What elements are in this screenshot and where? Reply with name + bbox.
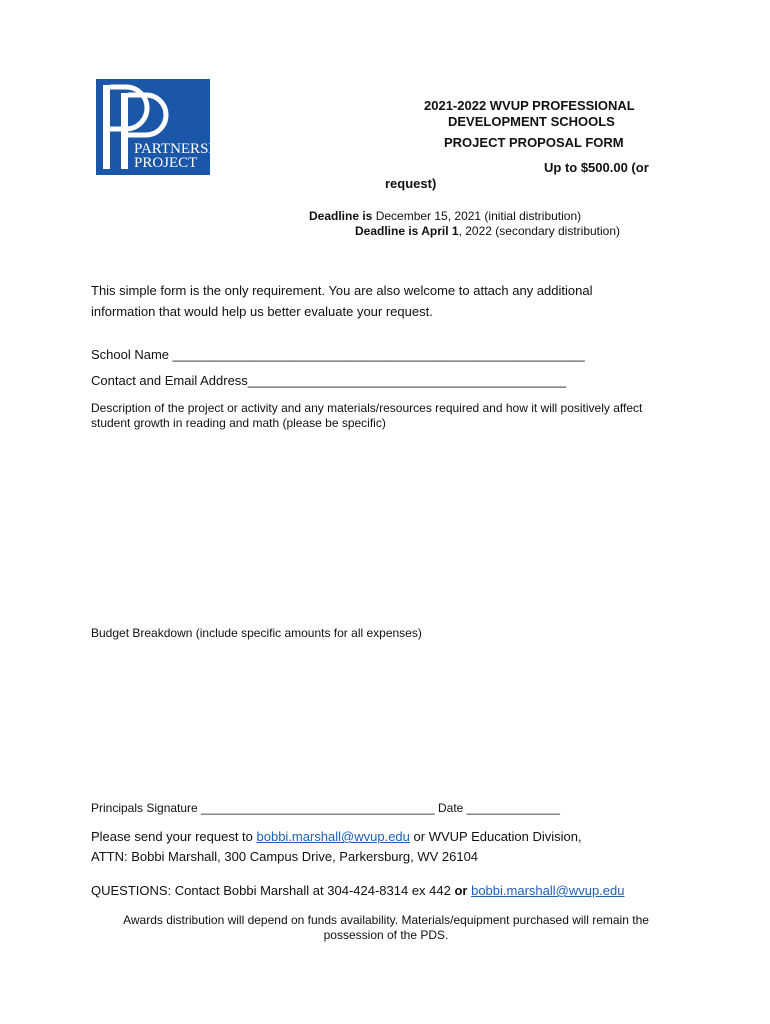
- send-line1: [91, 826, 582, 847]
- intro-line1: This simple form is the only requirement. You are also welcome to attach any additional: [91, 283, 593, 298]
- email-link[interactable]: bobbi.marshall@wvup.edu: [256, 829, 410, 844]
- signature-date-line[interactable]: Principals Signature ___________________________________ Date ______________: [91, 801, 561, 815]
- deadline-initial-label: Deadline is: [309, 209, 373, 223]
- logo-text-line2: PROJECT: [134, 155, 198, 171]
- contact-email-field[interactable]: Contact and Email Address____________________________________________: [91, 373, 566, 388]
- amount-line2: request): [385, 176, 437, 191]
- partnerships-project-logo: [96, 79, 241, 175]
- intro-line2: information that would help us better evaluate your request.: [91, 304, 433, 319]
- deadline-secondary: [355, 224, 620, 239]
- deadline-secondary-label: Deadline is April 1: [355, 224, 459, 238]
- form-title-line2: DEVELOPMENT SCHOOLS: [448, 114, 615, 129]
- questions-or: or: [454, 883, 468, 898]
- logo-text-line1: PARTNERSHIPS: [134, 141, 241, 157]
- amount-line1: Up to $500.00 (or: [544, 160, 649, 175]
- footer-line1: Awards distribution will depend on funds availability. Materials/equipment purchased will remain the: [123, 913, 649, 927]
- budget-label: Budget Breakdown (include specific amounts for all expenses): [91, 626, 422, 640]
- description-answer-area[interactable]: [91, 436, 681, 616]
- form-title-line1: 2021-2022 WVUP PROFESSIONAL: [424, 98, 635, 113]
- deadline-initial-value: December 15, 2021 (initial distribution): [372, 209, 582, 223]
- send-prefix: Please send your request to: [91, 829, 257, 844]
- form-name: PROJECT PROPOSAL FORM: [444, 135, 624, 150]
- school-name-field[interactable]: School Name _________________________________________________________: [91, 347, 585, 362]
- send-line2: ATTN: Bobbi Marshall, 300 Campus Drive, Parkersburg, WV 26104: [91, 849, 479, 864]
- questions-line: [91, 880, 625, 901]
- questions-prefix: QUESTIONS: Contact Bobbi Marshall at 304-424-8314 ex 442: [91, 883, 455, 898]
- questions-email-link[interactable]: bobbi.marshall@wvup.edu: [471, 883, 625, 898]
- footer-line2: possession of the PDS.: [323, 928, 449, 942]
- deadline-secondary-value: , 2022 (secondary distribution): [458, 224, 621, 238]
- logo-pp-monogram: [96, 79, 241, 175]
- description-line2: student growth in reading and math (please be specific): [91, 416, 386, 430]
- send-suffix: or WVUP Education Division,: [409, 829, 582, 844]
- description-line1: Description of the project or activity and any materials/resources required and how it will positively affect: [91, 401, 643, 415]
- deadline-initial: [309, 209, 581, 224]
- budget-answer-area[interactable]: [91, 646, 681, 796]
